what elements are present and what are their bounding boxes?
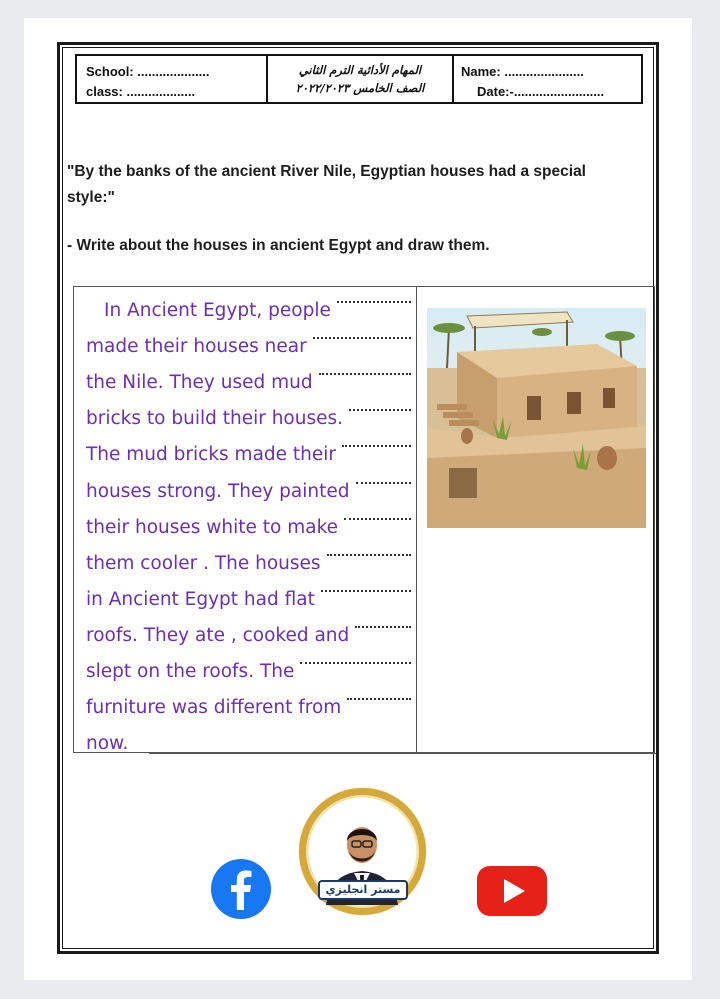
answer-line: bricks to build their houses. [86,401,411,437]
answer-line: made their houses near [86,329,411,365]
answer-line: now. [86,733,129,755]
answer-line: The mud bricks made their [86,437,411,473]
header-title-line2: الصف الخامس ٢٠٢٢/٢٠٢٣ [295,81,425,95]
header-title [268,56,452,102]
youtube-icon[interactable] [476,865,548,917]
answer-line: in Ancient Egypt had flat [86,582,411,618]
prompt-quote: "By the banks of the ancient River Nile, Egyptian houses had a special style:" [67,163,586,206]
badge-label: مستر انجليزي [318,880,408,900]
header-right [452,56,641,102]
header-left [77,56,268,102]
social-footer [60,765,662,955]
answer-table [73,286,655,753]
answer-line: them cooler . The houses [86,546,411,582]
answer-line: roofs. They ate , cooked and [86,618,411,654]
task-instruction: - Write about the houses in ancient Egypt and draw them. [67,237,490,254]
teacher-badge [296,785,429,918]
answer-line: the Nile. They used mud [86,365,411,401]
answer-line: slept on the roofs. The [86,654,411,690]
answer-line: houses strong. They painted [86,473,411,509]
header-box [75,54,643,104]
egyptian-house-picture [427,308,646,528]
class-field: class: ................... [86,84,196,99]
worksheet-page [24,18,692,980]
school-field: School: .................... [86,64,210,79]
answer-text [86,293,411,762]
answer-line: furniture was different from [86,690,411,726]
page-border [57,42,659,954]
answer-line: In Ancient Egypt, people [86,293,411,329]
header-title-line1: المهام الأدائية الترم الثاني [298,63,422,77]
date-field: Date:-......................... [477,84,605,99]
answer-line: their houses white to make [86,510,411,546]
facebook-icon[interactable] [210,858,272,920]
name-field: Name: ...................... [461,64,584,79]
